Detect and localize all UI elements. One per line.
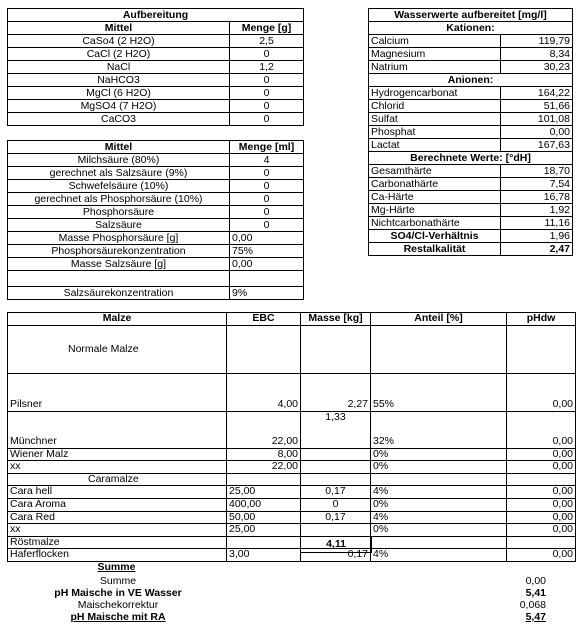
roestmalze-label: Röstmalze: [8, 536, 227, 549]
table-row: [8, 448, 576, 461]
salt-name: CaCO3: [8, 113, 230, 126]
ion-value: 164,22: [501, 87, 573, 100]
acid-name: Masse Phosphorsäure [g]: [8, 232, 230, 245]
acid-amount: 0,00: [230, 232, 304, 245]
empty-cell: [227, 536, 301, 549]
malt-anteil: 32%: [371, 411, 507, 448]
salt-amount[interactable]: 0: [230, 87, 304, 100]
haerte-name: Gesamthärte: [369, 165, 501, 178]
malt-name: Pilsner: [8, 373, 227, 411]
malt-phdw[interactable]: 0,00: [507, 524, 576, 537]
malt-masse[interactable]: 0,17: [301, 511, 371, 524]
empty-cell: [371, 561, 507, 573]
anionen-label: Anionen:: [369, 74, 573, 87]
ion-name: Calcium: [369, 35, 501, 48]
acid-amount: 0,00: [230, 258, 304, 271]
ph-ra-label: pH Maische mit RA: [70, 611, 166, 623]
maischekorrektur-label: Maischekorrektur: [77, 599, 159, 611]
table-row: [8, 536, 576, 549]
empty-cell: [371, 473, 507, 486]
malt-masse[interactable]: 2,27: [301, 373, 371, 411]
normale-malze-label: Normale Malze: [8, 325, 227, 373]
table-row: [8, 461, 576, 474]
table-row: [8, 325, 576, 373]
acid-name: Schwefelsäure (10%): [8, 180, 230, 193]
empty-cell: [507, 561, 576, 573]
salt-name: NaCl: [8, 61, 230, 74]
empty-cell: [229, 587, 505, 599]
ion-value: 8,34: [501, 48, 573, 61]
malt-phdw[interactable]: 0,00: [507, 549, 576, 562]
col-menge-g: Menge [g]: [230, 22, 304, 35]
ph-ve-value: 5,41: [525, 587, 546, 599]
acid-amount[interactable]: 75%: [230, 245, 304, 258]
ion-value: 0,00: [501, 126, 573, 139]
malt-name: Cara Red: [8, 511, 227, 524]
haerte-name: Carbonathärte: [369, 178, 501, 191]
acid-amount: 0: [230, 167, 304, 180]
saeuren-table: [7, 140, 304, 300]
empty-cell: [507, 325, 576, 373]
malt-anteil: 0%: [371, 448, 507, 461]
malt-anteil: 0%: [371, 524, 507, 537]
table-row: [8, 498, 576, 511]
malt-masse[interactable]: 0,17: [301, 486, 371, 499]
salt-amount[interactable]: 1,2: [230, 61, 304, 74]
col-menge-ml: Menge [ml]: [230, 141, 304, 154]
salzsaeure-konz-value[interactable]: 9%: [230, 287, 304, 300]
malt-anteil: 4%: [371, 511, 507, 524]
acid-name: Salzsäure: [8, 219, 230, 232]
col-ebc: EBC: [227, 313, 301, 326]
ion-value: 101,08: [501, 113, 573, 126]
malt-name: Cara hell: [8, 486, 227, 499]
empty-cell: [507, 473, 576, 486]
malt-ebc[interactable]: 25,00: [227, 524, 301, 537]
ion-value: 51,66: [501, 100, 573, 113]
empty-cell: [301, 561, 371, 573]
malt-phdw[interactable]: 0,00: [507, 411, 576, 448]
malt-ebc[interactable]: 8,00: [227, 448, 301, 461]
empty-cell: [227, 561, 301, 573]
ion-name: Phosphat: [369, 126, 501, 139]
malt-name: xx: [8, 461, 227, 474]
acid-name: Masse Salzsäure [g]: [8, 258, 230, 271]
malt-masse[interactable]: 0,17: [301, 549, 371, 562]
ph-summe-value: 0,00: [525, 575, 546, 587]
ph-summary: [7, 575, 548, 623]
ion-name: Magnesium: [369, 48, 501, 61]
ion-value: 119,79: [501, 35, 573, 48]
acid-amount[interactable]: 0: [230, 219, 304, 232]
salt-name: CaSo4 (2 H2O): [8, 35, 230, 48]
acid-name: Phosphorsäure: [8, 206, 230, 219]
malt-ebc[interactable]: 25,00: [227, 486, 301, 499]
malt-masse[interactable]: [301, 448, 371, 461]
malt-masse[interactable]: 0: [301, 498, 371, 511]
wasserwerte-table: [368, 8, 573, 256]
malt-name: Wiener Malz: [8, 448, 227, 461]
salt-name: MgSO4 (7 H2O): [8, 100, 230, 113]
malt-ebc[interactable]: 22,00: [227, 411, 301, 448]
spacer-cell: [8, 271, 230, 287]
malt-masse[interactable]: 1,33: [301, 411, 371, 448]
empty-cell: [371, 325, 507, 373]
salt-amount[interactable]: 0: [230, 100, 304, 113]
empty-cell: [229, 599, 505, 611]
so4cl-value: 1,96: [501, 230, 573, 243]
malt-ebc[interactable]: 400,00: [227, 498, 301, 511]
restalkalitaet-value: 2,47: [501, 243, 573, 256]
berechnete-werte-label: Berechnete Werte: [°dH]: [369, 152, 573, 165]
haerte-value: 18,70: [501, 165, 573, 178]
malt-name: Cara Aroma: [8, 498, 227, 511]
salt-name: NaHCO3: [8, 74, 230, 87]
salt-name: CaCl (2 H2O): [8, 48, 230, 61]
table-row: [8, 486, 576, 499]
empty-cell: [301, 325, 371, 373]
malt-anteil: 0%: [371, 498, 507, 511]
salt-amount[interactable]: 2,5: [230, 35, 304, 48]
table-row: [8, 524, 576, 537]
malt-ebc[interactable]: 3,00: [227, 549, 301, 562]
spacer-cell: [230, 271, 304, 287]
ion-name: Lactat: [369, 139, 501, 152]
malt-anteil: 55%: [371, 373, 507, 411]
malt-ebc[interactable]: 22,00: [227, 461, 301, 474]
ion-name: Chlorid: [369, 100, 501, 113]
haerte-name: Nichtcarbonathärte: [369, 217, 501, 230]
empty-cell: [229, 575, 505, 587]
kationen-label: Kationen:: [369, 22, 573, 35]
acid-name: gerechnet als Salzsäure (9%): [8, 167, 230, 180]
malt-anteil: 0%: [371, 461, 507, 474]
maischekorrektur-value[interactable]: 0,068: [519, 599, 546, 611]
table-row: [8, 411, 576, 448]
haerte-name: Ca-Härte: [369, 191, 501, 204]
table-row: [8, 473, 576, 486]
ph-summe-label: Summe: [99, 575, 137, 587]
salt-amount[interactable]: 0: [230, 48, 304, 61]
haerte-name: Mg-Härte: [369, 204, 501, 217]
malt-ebc[interactable]: 4,00: [227, 373, 301, 411]
haerte-value: 7,54: [501, 178, 573, 191]
acid-name: gerechnet als Phosphorsäure (10%): [8, 193, 230, 206]
col-mittel: Mittel: [8, 22, 230, 35]
empty-cell: [227, 325, 301, 373]
col-masse: Masse [kg]: [301, 313, 371, 326]
malt-phdw[interactable]: 0,00: [507, 373, 576, 411]
ion-name: Natrium: [369, 61, 501, 74]
acid-amount: 0: [230, 193, 304, 206]
malze-table: [7, 312, 576, 574]
empty-cell: [229, 611, 505, 623]
ion-name: Sulfat: [369, 113, 501, 126]
haerte-value: 11,16: [501, 217, 573, 230]
table-row: [8, 549, 576, 562]
acid-name: Phosphorsäurekonzentration: [8, 245, 230, 258]
ph-ve-label: pH Maische in VE Wasser: [54, 587, 182, 599]
acid-amount[interactable]: 0: [230, 180, 304, 193]
malt-anteil: 4%: [371, 549, 507, 562]
malz-summe-value: 4,11: [326, 538, 346, 550]
col-anteil: Anteil [%]: [371, 313, 507, 326]
summe-row: [8, 561, 576, 573]
ion-value: 30,23: [501, 61, 573, 74]
haerte-value: 16,78: [501, 191, 573, 204]
restalkalitaet-label: Restalkalität: [369, 243, 501, 256]
ph-ra-value: 5,47: [525, 611, 546, 623]
malt-name: xx: [8, 524, 227, 537]
haerte-value: 1,92: [501, 204, 573, 217]
malt-ebc[interactable]: 50,00: [227, 511, 301, 524]
col-phdw: pHdw: [507, 313, 576, 326]
col-mittel: Mittel: [8, 141, 230, 154]
malt-masse[interactable]: [301, 524, 371, 537]
empty-cell: [301, 473, 371, 486]
ion-value: 167,63: [501, 139, 573, 152]
col-malze: Malze: [8, 313, 227, 326]
empty-cell: [371, 536, 507, 549]
malt-phdw[interactable]: 0,00: [507, 461, 576, 474]
table-row: [8, 511, 576, 524]
salt-name: MgCl (6 H2O): [8, 87, 230, 100]
acid-amount[interactable]: 4: [230, 154, 304, 167]
aufbereitung-table: [7, 8, 304, 126]
malt-anteil: 4%: [371, 486, 507, 499]
malt-name: Haferflocken: [8, 549, 227, 562]
so4cl-label: SO4/Cl-Verhältnis: [369, 230, 501, 243]
wasserwerte-title: Wasserwerte aufbereitet [mg/l]: [369, 9, 573, 22]
malt-masse[interactable]: [301, 461, 371, 474]
malt-phdw[interactable]: 0,00: [507, 448, 576, 461]
ion-name: Hydrogencarbonat: [369, 87, 501, 100]
malt-name: Münchner: [8, 411, 227, 448]
acid-name: Milchsäure (80%): [8, 154, 230, 167]
salt-amount[interactable]: 0: [230, 74, 304, 87]
malt-phdw[interactable]: 0,00: [507, 498, 576, 511]
malz-summe-box: [300, 536, 372, 553]
salt-amount[interactable]: 0: [230, 113, 304, 126]
malt-phdw[interactable]: 0,00: [507, 511, 576, 524]
malz-summe-label: Summe: [97, 561, 136, 573]
aufbereitung-title: Aufbereitung: [8, 9, 304, 22]
acid-amount[interactable]: 0: [230, 206, 304, 219]
caramalze-label: Caramalze: [8, 473, 227, 486]
salzsaeure-konz-label: Salzsäurekonzentration: [8, 287, 230, 300]
empty-cell: [507, 536, 576, 549]
malt-phdw[interactable]: 0,00: [507, 486, 576, 499]
empty-cell: [227, 473, 301, 486]
table-row: [8, 373, 576, 411]
